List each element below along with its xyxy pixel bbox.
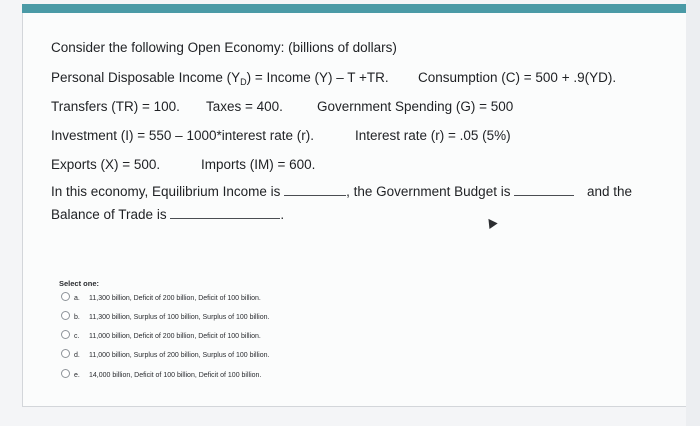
interest-rate-value: Interest rate (r) = .05 (5%) xyxy=(355,128,511,143)
transfers-value: Transfers (TR) = 100. xyxy=(51,99,180,114)
prompt-line-2 xyxy=(51,207,284,222)
gov-spending-value: Government Spending (G) = 500 xyxy=(317,99,514,114)
prompt-line-1 xyxy=(51,184,574,199)
taxes-value: Taxes = 400. xyxy=(206,99,283,114)
answer-option-b[interactable] xyxy=(61,311,269,322)
pdi-rest: ) = Income (Y) – T +TR. xyxy=(246,70,389,85)
blank-balance-of-trade xyxy=(170,218,280,219)
radio-button-a[interactable] xyxy=(61,292,70,301)
pdi-prefix: Personal Disposable Income (Y xyxy=(51,70,241,85)
blank-government-budget xyxy=(514,195,574,196)
option-letter-d: d. xyxy=(74,352,80,359)
radio-button-b[interactable] xyxy=(61,311,70,320)
answer-option-a[interactable] xyxy=(61,292,261,303)
option-text-d: 11,000 billion, Surplus of 200 billion, Surplus of 100 billion. xyxy=(89,352,270,359)
option-text-b: 11,300 billion, Surplus of 100 billion, Surplus of 100 billion. xyxy=(89,314,270,321)
investment-equation: Investment (I) = 550 – 1000*interest rate (r). xyxy=(51,128,314,143)
consumption-equation: Consumption (C) = 500 + .9(YD). xyxy=(418,70,617,85)
radio-button-d[interactable] xyxy=(61,349,70,358)
radio-button-e[interactable] xyxy=(61,369,70,378)
answer-option-d[interactable] xyxy=(61,349,269,360)
prompt-text-b: , the Government Budget is xyxy=(346,184,511,199)
option-text-c: 11,000 billion, Deficit of 200 billion, Deficit of 100 billion. xyxy=(89,333,261,340)
prompt-text-c: and the xyxy=(587,184,633,199)
option-letter-c: c. xyxy=(74,333,80,340)
answer-option-c[interactable] xyxy=(61,330,261,341)
exports-value: Exports (X) = 500. xyxy=(51,157,161,172)
option-letter-a: a. xyxy=(74,295,80,302)
option-text-a: 11,300 billion, Deficit of 200 billion, Deficit of 100 billion. xyxy=(89,295,261,302)
side-strip xyxy=(686,0,700,426)
pdi-subscript: D xyxy=(240,77,247,87)
blank-equilibrium-income xyxy=(284,195,346,196)
radio-button-c[interactable] xyxy=(61,330,70,339)
pdi-equation xyxy=(51,70,389,87)
option-text-e: 14,000 billion, Deficit of 100 billion, Deficit of 100 billion. xyxy=(89,372,262,379)
prompt-end: . xyxy=(280,207,285,222)
question-header-bar xyxy=(22,4,686,13)
prompt-text-d: Balance of Trade is xyxy=(51,207,167,222)
answer-option-e[interactable] xyxy=(61,369,261,380)
question-intro: Consider the following Open Economy: (billions of dollars) xyxy=(51,40,397,55)
imports-value: Imports (IM) = 600. xyxy=(201,157,316,172)
option-letter-e: e. xyxy=(74,372,80,379)
select-one-label: Select one: xyxy=(59,279,100,288)
prompt-text-a: In this economy, Equilibrium Income is xyxy=(51,184,281,199)
option-letter-b: b. xyxy=(74,314,80,321)
